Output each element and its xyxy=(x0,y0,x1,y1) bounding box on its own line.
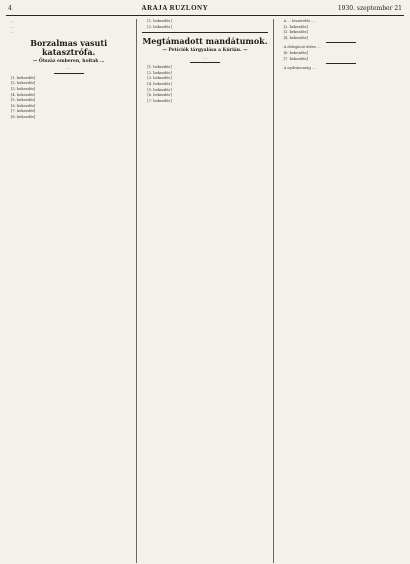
article-dateline: … xyxy=(203,55,207,60)
paragraph: [6. bekezdés] xyxy=(283,50,308,55)
article-subhead: — Petíciók tárgyalása a Kúrián. — xyxy=(162,48,248,54)
paragraph: [6. bekezdés] xyxy=(147,93,172,98)
paragraph: [1. bekezdés] xyxy=(147,19,172,23)
paragraph: [2. bekezdés] xyxy=(283,24,308,29)
paragraph: [5. bekezdés] xyxy=(11,98,36,103)
divider xyxy=(142,32,267,33)
paragraph: [5. bekezdés] xyxy=(147,87,172,92)
paragraph: [4. bekezdés] xyxy=(147,82,172,87)
article-dateline: … xyxy=(66,66,71,71)
paragraph: [3. bekezdés] xyxy=(11,87,36,92)
paragraph: [6. bekezdés] xyxy=(11,103,36,108)
paragraph: … xyxy=(11,30,15,35)
paragraph: [4. bekezdés] xyxy=(11,92,36,97)
paragraph: [8. bekezdés] xyxy=(11,115,36,120)
paragraph: [3. bekezdés] xyxy=(283,30,308,35)
divider xyxy=(54,73,84,74)
page-number: 4 xyxy=(8,5,12,12)
paragraph: … xyxy=(11,19,15,23)
paragraph: [1. bekezdés] xyxy=(147,65,172,70)
issue-date: 1930. szeptember 21 xyxy=(337,5,402,12)
paragraph: [3. bekezdés] xyxy=(147,76,172,81)
paragraph: [2. bekezdés] xyxy=(11,81,36,86)
paragraph: [7. bekezdés] xyxy=(283,56,308,61)
column-rule xyxy=(136,19,137,563)
divider xyxy=(326,42,356,43)
paragraph: A nyilvánosság … xyxy=(283,66,316,71)
paragraph: [2. bekezdés] xyxy=(147,70,172,75)
column-2 xyxy=(142,19,267,563)
columns xyxy=(6,19,404,563)
divider xyxy=(190,62,220,63)
paragraph: [1. bekezdés] xyxy=(11,75,36,80)
article-headline: Borzalmas vasuti katasztrófa. xyxy=(30,37,108,57)
article-subhead: — Ötszáz emberen, holtak … xyxy=(32,58,105,64)
paragraph: [2. bekezdés] xyxy=(147,24,172,29)
paragraph: … xyxy=(11,24,15,29)
masthead xyxy=(6,4,404,16)
paragraph: [7. bekezdés] xyxy=(11,109,36,114)
paragraph: [7. bekezdés] xyxy=(147,98,172,103)
paragraph: [4. bekezdés] xyxy=(283,35,308,40)
article-headline: Megtámadott mandátumok. xyxy=(142,36,268,47)
paragraph: A delegáció ütése … xyxy=(283,45,321,50)
column-rule xyxy=(273,19,274,563)
column-1 xyxy=(6,19,131,563)
newspaper-title: ARAJA RUZLONY xyxy=(141,4,209,12)
paragraph: A … leszerelés … xyxy=(283,19,315,23)
column-3 xyxy=(279,19,404,563)
divider xyxy=(326,63,356,64)
